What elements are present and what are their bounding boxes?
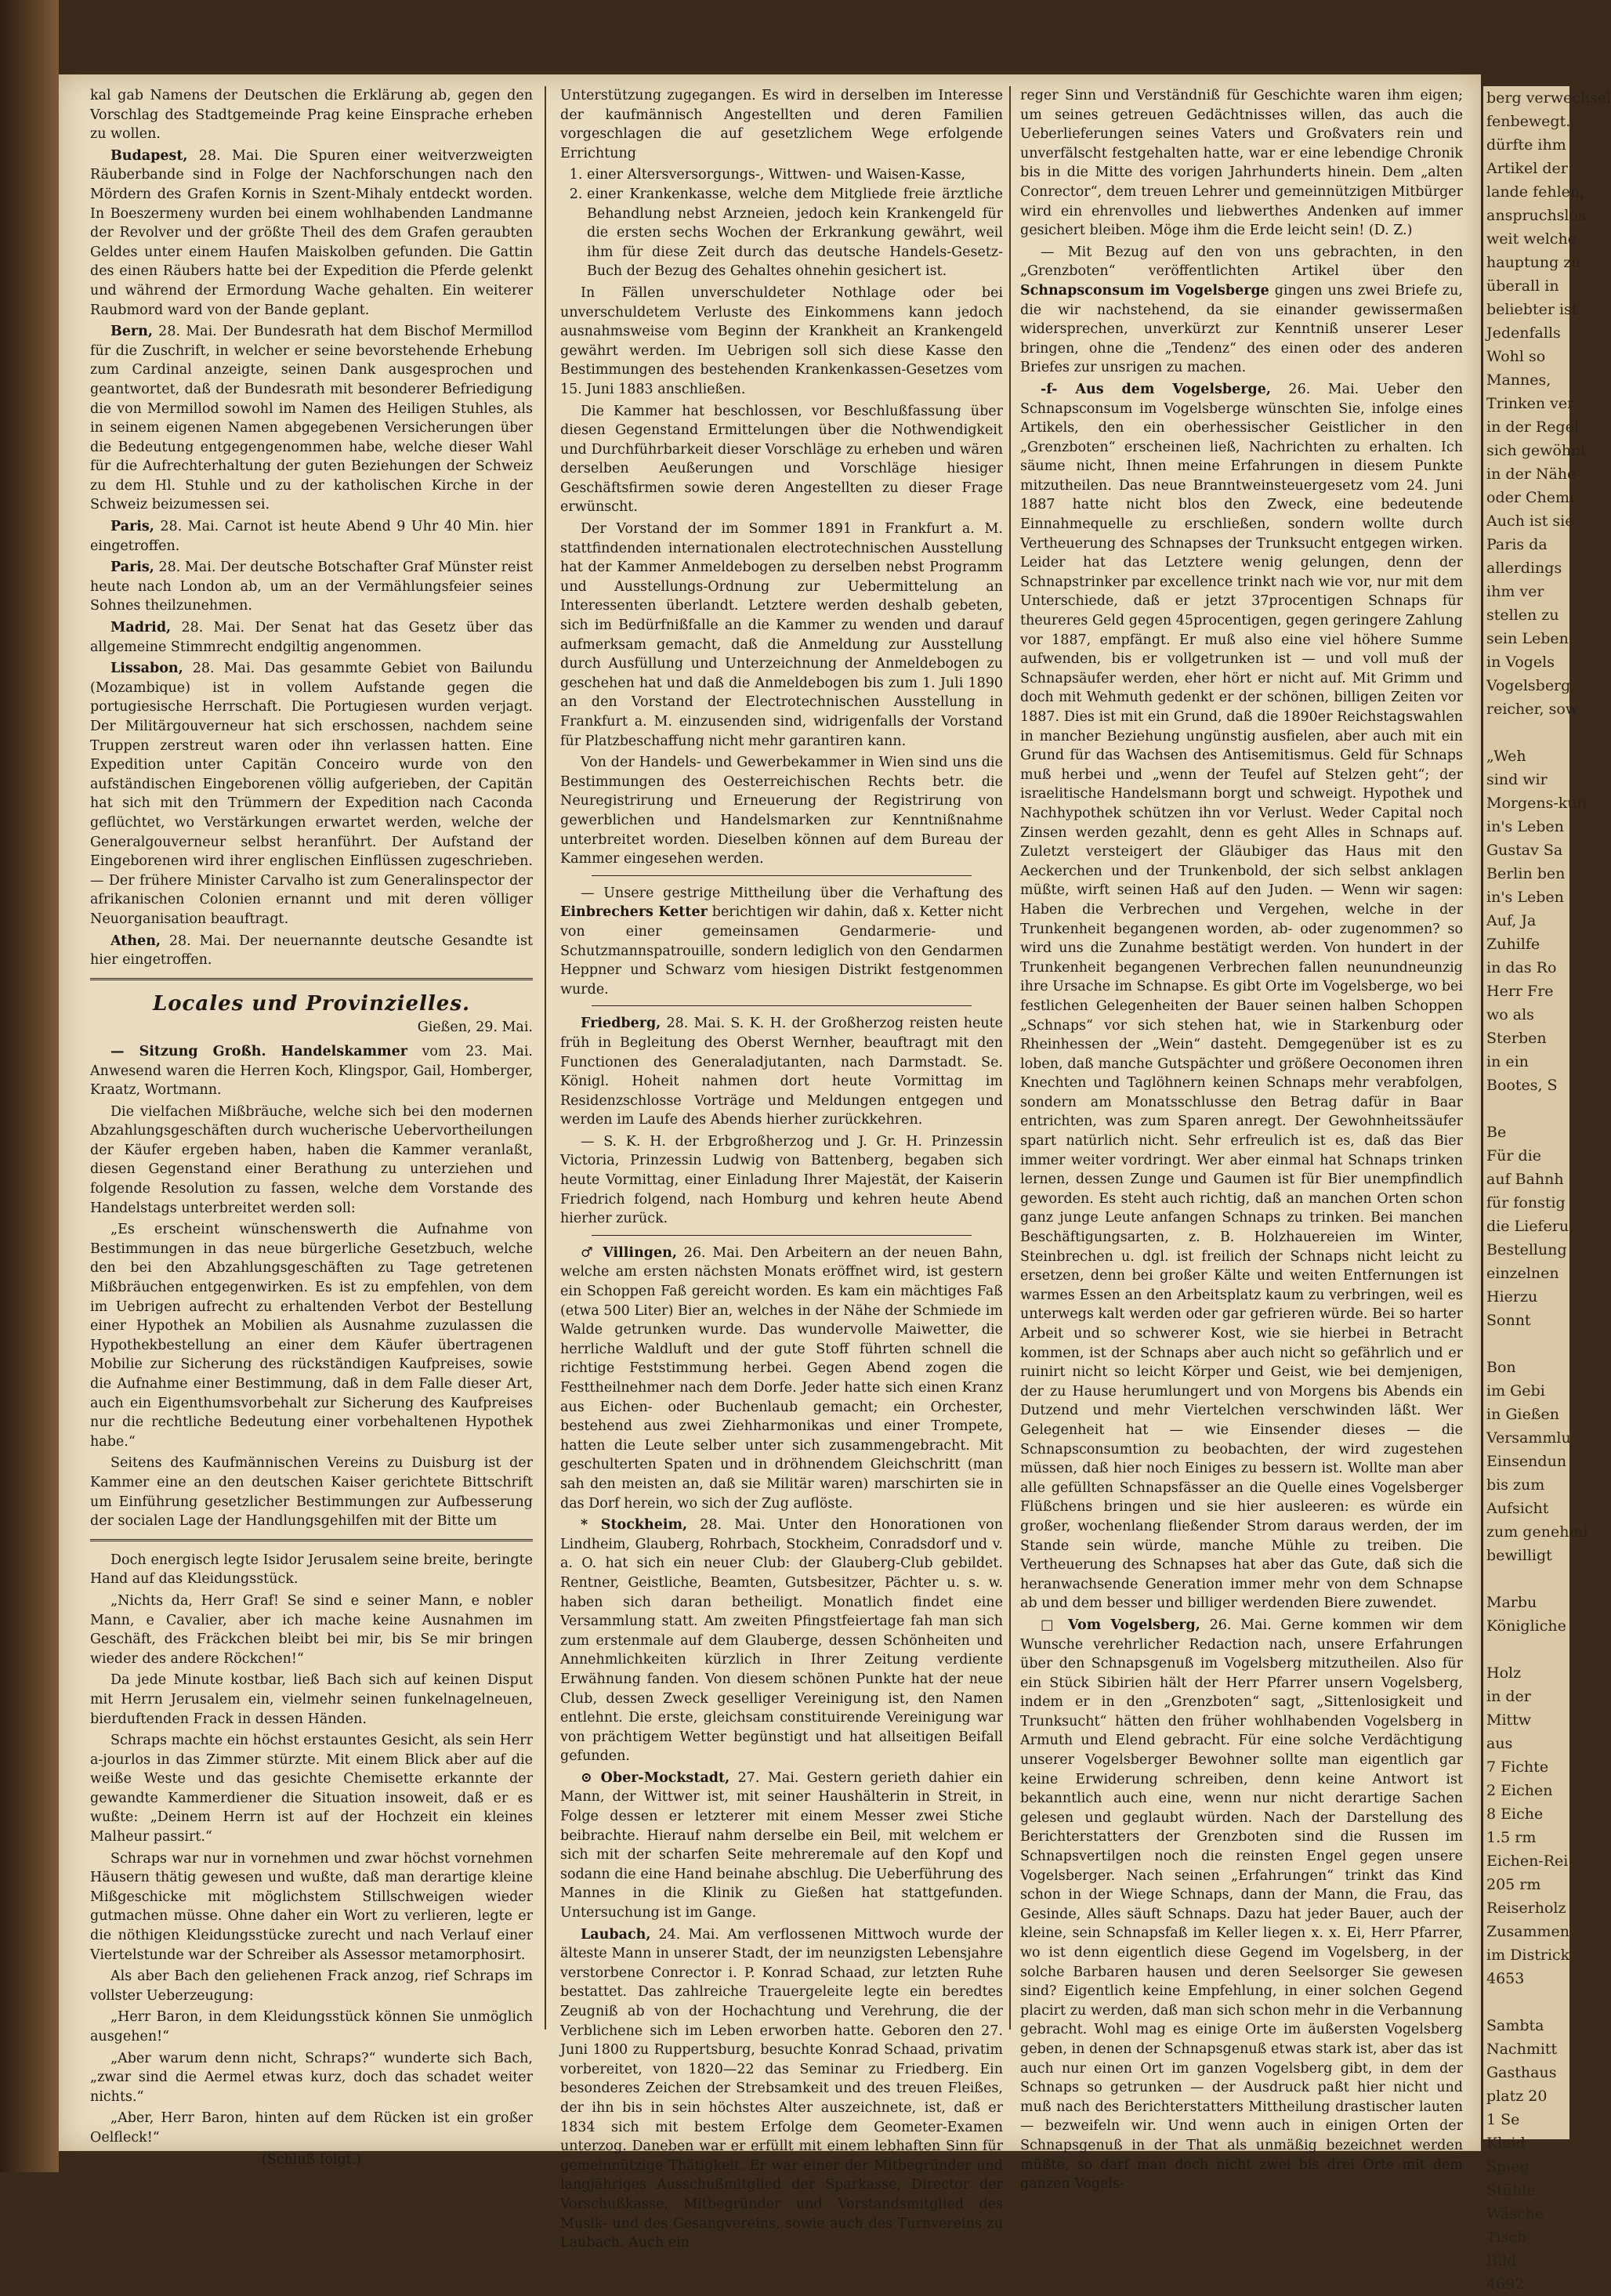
place-lead: ♂ Villingen, [581, 1244, 677, 1261]
news-item-madrid [90, 618, 533, 657]
adjacent-page-line: Spieg [1486, 2158, 1530, 2175]
adjacent-page-line: berg verwechsel [1486, 89, 1611, 107]
adjacent-page-line: Wäsche [1486, 2205, 1544, 2222]
adjacent-page-line: 7 Fichte [1486, 1758, 1549, 1776]
news-item-lissabon [90, 659, 533, 929]
adjacent-page-line: Reiserholz [1486, 1899, 1566, 1917]
adjacent-page-line: 8 Eiche [1486, 1805, 1544, 1823]
adjacent-page-line: aus [1486, 1735, 1513, 1752]
adjacent-page-line: Trinken ver [1486, 395, 1575, 412]
adjacent-page-line: in der [1486, 1688, 1531, 1705]
news-text: 28. Mai. S. K. H. der Großherzog reisten heute früh in Begleitung des Oberst Wernher, beauftragt mit den Functionen des Generaladjutanten, nach Darmstadt. Se. Königl. Hoheit nahmen dort heute Vormittag im Residenzschlosse Vorträge und Meldungen entgegen und werden im Laufe des Abends hierher zurückkehren. [560, 1016, 1003, 1128]
adjacent-page-line: sind wir [1486, 771, 1548, 788]
column-rule-1 [545, 86, 546, 2030]
adjacent-page-line: allerdings [1486, 560, 1562, 577]
news-text: vom 23. Mai. Anwesend waren die Herren Koch, Klingspor, Gail, Homberger, Kraatz, Wortmann. [90, 1043, 533, 1099]
adjacent-page-line: Stühle [1486, 2182, 1536, 2199]
adjacent-page-line: beliebter ist [1486, 301, 1578, 318]
adjacent-page-line: Einsendun [1486, 1453, 1567, 1470]
to-be-continued: (Schluß folgt.) [261, 2151, 362, 2167]
adjacent-page-line: oder Chemi [1486, 489, 1575, 506]
adjacent-page-line: Be [1486, 1124, 1507, 1141]
place-lead: Paris, [110, 560, 154, 576]
adjacent-page-line: 1 Se [1486, 2111, 1520, 2128]
book-binding [0, 0, 59, 2172]
paragraph: In Fällen unverschuldeter Nothlage oder bei unverschuldetem Verluste des Einkommens kann jedoch ausnahmsweise vom Beginn der Krankheit an Krankengeld gewährt werden. Im Uebrigen soll sich diese Kasse den Bestimmungen des bestehenden Krankenkassen-Gesetzes vom 15. Juni 1883 anschließen. [560, 284, 1003, 397]
adjacent-page-line: einzelnen [1486, 1265, 1559, 1282]
adjacent-page-line: Herr Fre [1486, 983, 1554, 1000]
adjacent-page-line: Königliche [1486, 1617, 1566, 1635]
news-text: 28. Mai. Der neuernannte deutsche Gesandte ist hier eingetroffen. [90, 933, 533, 969]
adjacent-page-line: Sambta [1486, 2017, 1544, 2034]
adjacent-page-line: Artikel der [1486, 160, 1568, 177]
adjacent-page-line: im Gebi [1486, 1382, 1545, 1400]
place-lead: Friedberg, [581, 1016, 661, 1032]
adjacent-page-line: in's Leben [1486, 818, 1564, 835]
adjacent-page-line: Mannes, [1486, 371, 1551, 389]
adjacent-page-line: Gasthaus [1486, 2064, 1557, 2081]
news-item-paris-2 [90, 558, 533, 616]
adjacent-page-line [1483, 1567, 1569, 1591]
adjacent-page-line: „Weh [1486, 748, 1526, 765]
news-text: 28. Mai. Das gesammte Gebiet von Bailundu (Mozambique) ist in vollem Aufstande gegen die portugiesische Herrschaft. Die Portugiesen wurden verjagt. Der Militärgouverneur hat sich erschossen, nachdem seine Truppen zerstreut waren oder ihn verlassen hatten. Eine Expedition unter Capitän Conceiro wurde von den aufständischen Eingeborenen völlig aufgerieben, der Capitän hat sich mit den Trümmern der Expedition nach Caconda geflüchtet, wo Verstärkungen erwartet werden, welche der Generalgouverneur selbst heranführt. Der Aufstand der Eingeborenen wird ihrer englischen Einflüssen zugeschrieben. — Der frühere Minister Carvalho ist zum Generalinspector der afrikanischen Colonien ernannt und mit deren völliger Neuorganisation beauftragt. [90, 661, 533, 927]
place-lead: ⊙ Ober-Mockstadt, [581, 1769, 730, 1786]
list-item: 1. einer Altersversorgungs-, Wittwen- und Waisen-Kasse, [587, 165, 1003, 185]
resolution-quote: „Es erscheint wünschenswerth die Aufnahme von Bestimmungen in das neue bürgerliche Gesetzbuch, welche den bei den Abzahlungsgeschäften zu Tage getretenen Mißbräuchen entgegenwirken. Es ist zu empfehlen, von dem im Uebrigen aufrecht zu erhaltenden Verbot der Bestellung einer Hypothek an Mobilien als Ausnahme zuzulassen die Hypothekbestellung an einer dem Käufer übertragenen Mobilie zur Sicherung des rückständigen Kaufpreises, sowie die Aufnahme einer Bestimmung, daß in dem Falle dieser Art, auch ein Eigenthumsvorbehalt zur Sicherung des Kaufpreises nur die rechtliche Bedeutung einer vorbehaltenen Hypothek habe.“ [90, 1222, 533, 1450]
news-item-friedberg [560, 1014, 1003, 1130]
adjacent-page-line: Auch ist sie [1486, 512, 1574, 530]
dateline: Gießen, 29. Mai. [417, 1019, 533, 1036]
feuilleton-paragraph: Schraps machte ein höchst erstauntes Gesicht, als sein Herr a-jourlos in das Zimmer stürzte. Mit einem Blick aber auf die weiße Weste und das gesichte Chemisette erkannte der gewandte Kammerdiener die Situation insoweit, daß er es wußte: „Deinem Herrn ist auf der Hochzeit ein kleines Malheur passirt.“ [90, 1733, 533, 1845]
feuilleton-divider [90, 1539, 533, 1541]
adjacent-page-line: Sterben [1486, 1030, 1547, 1047]
adjacent-page-line [1483, 1332, 1569, 1356]
adjacent-page-line: in ein [1486, 1053, 1529, 1070]
news-item-laubach [560, 1925, 1003, 2253]
adjacent-page-line [1483, 1990, 1569, 2014]
paragraph: Der Vorstand der im Sommer 1891 in Frankfurt a. M. stattfindenden internationalen electrotechnischen Ausstellung hat der Kammer Anmeldebogen zu derselben nebst Programm und Ausstellungs-Ordnung zur Uebermittelung an Interessenten überlandt. Letztere werden deshalb gebeten, sich im Bedürfnißfalle an die Kammer zu wenden und darauf aufmerksam gemacht, daß die Anmeldung zur Ausstellung durch Ausfüllung und Unterzeichnung der Anmeldebogen zu geschehen hat und daß die Anmeldebogen bis zum 1. Juli 1890 an den Vorstand der Electrotechnischen Ausstellung in Frankfurt a. M. einzusenden sind, widrigenfalls der Vorstand für Platzbeschaffung nicht mehr garantiren kann. [560, 521, 1003, 749]
place-lead: □ Vom Vogelsberg, [1041, 1617, 1200, 1633]
adjacent-page-line: auf Bahnh [1486, 1171, 1564, 1188]
news-item-budapest [90, 147, 533, 320]
adjacent-page-line: in der Regel [1486, 418, 1579, 436]
adjacent-page-line [1483, 1097, 1569, 1121]
place-lead: Laubach, [581, 1926, 651, 1943]
news-item-athen [90, 932, 533, 970]
adjacent-page-line: Bild [1486, 2252, 1517, 2269]
adjacent-page-line: reicher, sow [1486, 701, 1579, 718]
adjacent-page-line [1483, 1638, 1569, 1661]
paragraph: Von der Handels- und Gewerbekammer in Wien sind uns die Bestimmungen des Oesterreichischen Rechts betr. die Neuregistrirung und Erneuerung der Registrirung von gewerblichen und Handelsmarken zur Kenntnißnahme unterbreitet worden. Dieselben können auf dem Bureau der Kammer eingesehen werden. [560, 755, 1003, 867]
adjacent-page-line: Tisch [1486, 2229, 1527, 2246]
adjacent-page-line: bewilligt [1486, 1547, 1552, 1564]
news-text: 28. Mai. Der Bundesrath hat dem Bischof Mermillod für die Zuschrift, in welcher er seine bevorstehende Erhebung zum Cardinal anzeigte, seinen Dank ausgesprochen und geantwortet, daß der Bundesrath mit besonderer Befriedigung die von Mermillod sowohl im Namen des Heiligen Stuhles, als in seinem eigenen Namen abgegebenen Versicherungen über die Bedeutung entgegengenommen habe, welche dieser Wahl für die Aufrechterhaltung der guten Beziehungen der Schweiz zu dem Hl. Stuhle und zu der katholischen Kirche in der Schweiz beizumessen sei. [90, 324, 533, 513]
adjacent-page-line: Berlin ben [1486, 865, 1566, 882]
list-item: 2. einer Krankenkasse, welche dem Mitgliede freie ärztliche Behandlung nebst Arzneien, jedoch kein Krankengeld für die ersten sechs Wochen der Erkrankung gewährt, weil ihm für diese Zeit durch das deutsche Handels-Gesetz-Buch der Bezug des Gehaltes ohnehin gesichert ist. [587, 185, 1003, 281]
adjacent-page-line: Vogelsberg [1486, 677, 1571, 694]
adjacent-page-line: Morgens-kun [1486, 795, 1587, 812]
adjacent-page-line: in's Leben [1486, 889, 1564, 906]
headline-lead: — Sitzung Großh. Handelskammer [110, 1043, 407, 1059]
news-text: 26. Mai. Ueber den Schnapsconsum im Vogelsberge wünschten Sie, infolge eines Artikels, den ein oberhessischer Geistlicher in den „Grenzboten“ erscheinen ließ, Nachrichten zu erhalten. Ich säume nicht, Ihnen meine Erfahrungen in diesem Punkte mitzutheilen. Das neue Branntweinsteuergesetz vom 24. Juni 1887 hatte nicht blos den Zweck, eine bedeutende Einnahmequelle zu erschließen, sondern wollte durch Vertheuerung des Schnapses der Trunksucht entgegen wirken. Leider hat das Letztere wenig gelungen, denn der Schnapstrinker par excellence trinkt nach wie vor, nur mit dem Unterschiede, daß er jetzt 37procentigen Schnaps für theureres Geld gegen 45procentigen, gegen geringere Zahlung vor 1887, empfängt. Er muß also eine viel höhere Summe aufwenden, bis er vollgetrunken ist — und voll muß der Schnapsäufer werden, eher hört er nicht auf. Mit Grimm und doch mit Wehmuth gedenkt er der schönen, billigen Zeiten vor 1887. Dies ist mit ein Grund, daß die 1890er Reichstagswahlen in mancher Beziehung ungünstig ausfielen, aber auch mit ein Grund für das Wachsen des Antisemitismus. Geld für Schnaps muß herbei und „wenn der Teufel auf Stelzen geht“; der israelitische Handelsmann borgt und schweigt. Hypothek und Nachhypothek schützen ihn vor Verlust. Weder Capital noch Zinsen werden gezahlt, denn es geht Alles in Schnaps auf. Zuletzt versteigert der Gläubiger das Haus mit den Aeckerchen und der Trunkenbold, der sich selbst anklagen müßte, wirft seinen Haß auf den Juden. — Wenn wir sagen: Haben die Verbrechen und Vergehen, welche in der Trunkenheit begangenen worden, ab- oder zugenommen? so wird uns die Zunahme bestätigt werden. Von hundert in der Trunkenheit begangenen Verbrechen fallen neunundneunzig ihre Ursache im Schnapse. Es gibt Orte im Vogelsberge, wo bei festlichen Gelegenheiten der Bauer seinen halben Schoppen „Schnaps“ vor sich stehen hat, wie in Starkenburg oder Rheinhessen der „Wein“ dasteht. Demgegenüber ist es zu loben, daß manche Gutspächter und größere Oeconomen ihren Knechten und Taglöhnern keinen Schnaps mehr verabfolgen, sondern am Monatsschlusse den Betrag dafür in Baar entrichten, was zum Sparen anregt. Der Gewohnheitssäufer spart natürlich nicht. Sehr erfreulich ist es, daß das Bier immer weiter vordringt. Wer aber einmal hat Schnaps trinken lernen, dessen Zunge und Gaumen ist für Bier unempfindlich geworden. Es steht auch richtig, daß an manchen Orten schon ganz junge Leute anfangen Schnaps zu trinken. Bei manchen Beschäftigungsarten, z. B. Holzhauereien im Winter, Steinbrechen u. dgl. ist freilich der Schnaps nicht leicht zu ersetzen, denn bei großer Kälte und weiten Entfernungen ist warmes Essen an den Arbeitsplatz kaum zu verbringen, weil es unterwegs kalt werden oder gar gefrieren würde. Bei so harter Arbeit und so schwerer Kost, wie sie hierbei in Betracht kommen, ist der Schnaps aber auch nicht so gefährlich und er ruinirt nicht so leicht Körper und Geist, wie bei demjenigen, der zu Hause herumlungert und von Morgens bis Abends ein Dutzend und mehr Viertelchen verschwinden läßt. Wer Gelegenheit hat — wie Einsender dieses — die Schnapsconsumtion zu beobachten, der wird zugestehen müssen, daß hier noch Einiges zu bessern ist. Wollte man aber alle gefüllten Schnapsfässer an die Quelle eines Vogelsberger Flüßchens bringen und sie hier ausleeren: es würde ein großer, wochenlang fließender Strom daraus werden, der im Stande sein würde, manche Mühle zu treiben. Die Vertheuerung des Schnapses hat aber das Gute, daß sich die heranwachsende Generation immer mehr von dem Schnapse ab und dem besser und billiger werdenden Biere zuwendet. [1020, 381, 1463, 1612]
adjacent-page-line: Wohl so [1486, 348, 1546, 365]
feuilleton-paragraph: Doch energisch legte Isidor Jerusalem seine breite, beringte Hand auf das Kleidungsstück. [90, 1552, 533, 1588]
adjacent-page-line: Versammlu [1486, 1429, 1571, 1447]
news-text: 27. Mai. Gestern gerieth dahier ein Mann, der Wittwer ist, mit seiner Haushälterin in Streit, in Folge dessen er letzterer mit einem Messer zwei Stiche beibrachte. Hierauf nahm derselbe ein Beil, mit welchem er sich mit der scharfen Seite mehreremale auf den Kopf und sodann die eine Hand beinahe abschlug. Die Ueberführung des Mannes in die Klinik zu Gießen hat stattgefunden. Untersuchung ist im Gange. [560, 1769, 1003, 1921]
feuilleton-paragraph: „Herr Baron, in dem Kleidungsstück können Sie unmöglich ausgehen!“ [90, 2009, 533, 2044]
feuilleton-paragraph: „Nichts da, Herr Graf! Se sind e seiner Mann, e nobler Mann, e Cavalier, aber ich mache keine Ausnahmen im Geschäft, des Fräckchen bleibt bei mir, bis Se mir bringen wieder des andere Röckchen!“ [90, 1592, 533, 1667]
numbered-list [560, 165, 1003, 281]
adjacent-page-line: Sonnt [1486, 1312, 1531, 1329]
adjacent-page-line: Holz [1486, 1664, 1522, 1682]
adjacent-page-line: 2 Eichen [1486, 1782, 1553, 1799]
news-text: 28. Mai. Carnot ist heute Abend 9 Uhr 40 Min. hier eingetroffen. [90, 519, 533, 554]
adjacent-page-edge [1481, 86, 1611, 2293]
section-divider [90, 978, 533, 980]
adjacent-page-line: in Gießen [1486, 1406, 1560, 1423]
adjacent-page-line: bis zum [1486, 1476, 1545, 1494]
adjacent-page-line: Jedenfalls [1486, 324, 1561, 342]
adjacent-page-line: ihm ver [1486, 583, 1544, 600]
news-text: 26. Mai. Den Arbeitern an der neuen Bahn, welche am ersten nächsten Monats eröffnet wird, ist gestern ein Schoppen Faß gereicht worden. Es kam ein mächtiges Faß (etwa 500 Liter) Bier an, welches in der Nähe der Schmiede im Walde getrunken wurde. Das wundervolle Maiwetter, die herrliche Waldluft und der gute Stoff führten schnell die richtige Feststimmung herbei. Gegen Abend zogen die Festtheilnehmer nach dem Dorfe. Jeder hatte sich einen Kranz aus Eichen- oder Buchenlaub gemacht; ein Orchester, bestehend aus zwei Ziehharmonikas und einer Trompete, hatten die Leute selber unter sich zusammengebracht. Mit geschulterten Spaten und in dröhnendem Gleichschritt (man sah den meisten an, daß sie Militär waren) marschirten sie in das Dorf herein, wo sich der Zug auflöste. [560, 1244, 1003, 1512]
adjacent-page-line: Gustav Sa [1486, 842, 1563, 859]
news-text: — Unsere gestrige Mittheilung über die Verhaftung des [581, 885, 1003, 901]
adjacent-page-line: in das Ro [1486, 959, 1557, 976]
adjacent-page-line: 4692 [1486, 2276, 1525, 2293]
news-item-handelskammer [90, 1042, 533, 1100]
place-lead: Athen, [110, 933, 161, 949]
adjacent-page-line: Kleid [1486, 2135, 1526, 2152]
place-lead: * Stockheim, [581, 1517, 688, 1534]
adjacent-page-line: in Vogels [1486, 654, 1555, 671]
news-item-aus-dem-vogelsberge [1020, 380, 1463, 1613]
adjacent-page-line: lande fehlen, [1486, 183, 1585, 201]
adjacent-page-line: dürfte ihm [1486, 136, 1566, 154]
adjacent-page-line: im Districk [1486, 1947, 1570, 1964]
adjacent-page-line: Paris da [1486, 536, 1548, 553]
adjacent-page-line: für fonstig [1486, 1194, 1566, 1211]
news-item-stockheim [560, 1516, 1003, 1766]
paragraph: Die vielfachen Mißbräuche, welche sich bei den modernen Abzahlungsgeschäften durch wucherische Uebervortheilungen der Käufer ergeben haben, haben die Kammer veranlaßt, diesen Gegenstand einer Berathung zu unterziehen und folgende Resolution zu fassen, welche dem Vorstande des Handelstags unterbreitet werden soll: [90, 1103, 533, 1216]
adjacent-page-line: Zuhilfe [1486, 936, 1540, 953]
column-1 [90, 86, 533, 2167]
place-lead: Paris, [110, 519, 154, 535]
adjacent-page-line: Aufsicht [1486, 1500, 1549, 1517]
headline-lead: Schnapsconsum im Vogelsberge [1020, 282, 1269, 299]
adjacent-page-line: stellen zu [1486, 607, 1559, 624]
adjacent-page-line: Bootes, S [1486, 1077, 1558, 1094]
paragraph: Seitens des Kaufmännischen Vereins zu Duisburg ist der Kammer eine an den deutschen Kaiser gerichtete Bittschrift um Einführung gesetzlicher Bestimmungen zur Aufbesserung der socialen Lage der Handlungsgehilfen mit der Bitte um [90, 1455, 533, 1530]
adjacent-page-line: Zusammen [1486, 1923, 1570, 1940]
headline-lead: Einbrechers Ketter [560, 904, 708, 921]
adjacent-page-line: sein Leben [1486, 630, 1569, 647]
adjacent-page-line: fenbewegt. [1486, 113, 1571, 130]
divider [592, 1235, 972, 1236]
news-text: berichtigen wir dahin, daß x. Ketter nicht von einer gemeinsamen Gendarmerie- und Schutzmannspatrouille, sondern lediglich von den Gendarmen Heppner und Schwarz vom hiesigen Distrikt festgenommen wurde. [560, 904, 1003, 998]
news-text: gingen uns zwei Briefe zu, die wir nachstehend, da sie einander gewissermaßen widersprechen, unverkürzt zur Kenntniß unserer Leser bringen, ohne die „Tendenz“ des einen oder des anderen Briefes zur unsrigen zu machen. [1020, 282, 1463, 376]
news-item-ketter [560, 884, 1003, 1000]
adjacent-page-line: zum genehmi [1486, 1523, 1588, 1541]
adjacent-page-line: wo als [1486, 1006, 1534, 1023]
adjacent-page-line: Marbu [1486, 1594, 1537, 1611]
adjacent-page-line: Bestellung [1486, 1241, 1567, 1258]
adjacent-page-line: 4653 [1486, 1970, 1525, 1987]
place-lead: Bern, [110, 324, 153, 340]
news-text: 28. Mai. Der Senat hat das Gesetz über das allgemeine Stimmrecht endgiltig angenommen. [90, 620, 533, 655]
adjacent-page-line: Nachmitt [1486, 2041, 1558, 2058]
adjacent-page-line: Eichen-Rei [1486, 1852, 1569, 1870]
place-lead: -f- Aus dem Vogelsberge, [1041, 381, 1271, 397]
news-item-bern [90, 322, 533, 515]
place-lead: Budapest, [110, 147, 188, 164]
adjacent-page-line: Hierzu [1486, 1288, 1538, 1306]
adjacent-page-line: Für die [1486, 1147, 1542, 1164]
place-lead: Lissabon, [110, 661, 183, 677]
news-text: 28. Mai. Der deutsche Botschafter Graf Münster reist heute nach London ab, um an der Vermählungsfeier seines Sohnes theilzunehmen. [90, 560, 533, 614]
feuilleton-paragraph: „Aber, Herr Baron, hinten auf dem Rücken ist ein großer Oelfleck!“ [90, 2110, 533, 2146]
news-item-schnapsconsum [1020, 243, 1463, 378]
adjacent-page-line: hauptung zu [1486, 254, 1581, 271]
feuilleton-paragraph: Da jede Minute kostbar, ließ Bach sich auf keinen Disput mit Herrn Jerusalem ein, vielmehr seinen funkelnagelneuen, bierduftenden Frack in dessen Händen. [90, 1672, 533, 1727]
divider [592, 875, 972, 876]
news-text: — Mit Bezug auf den von uns gebrachten, in den „Grenzboten“ veröffentlichten Artikel über den [1020, 244, 1463, 280]
adjacent-page-line: in der Nähe [1486, 465, 1577, 483]
feuilleton-paragraph: Als aber Bach den geliehenen Frack anzog, rief Schraps im vollster Ueberzeugung: [90, 1968, 533, 2004]
news-item-villingen [560, 1244, 1003, 1513]
adjacent-page-line: platz 20 [1486, 2088, 1548, 2105]
news-text: 28. Mai. Unter den Honorationen von Lindheim, Glauberg, Rohrbach, Stockheim, Conradsdorf und v. a. O. hat sich ein neuer Club: der Glauberg-Club gebildet. Rentner, Geistliche, Beamten, Gutsbesitzer, Pächter u. s. w. haben sich daran betheiligt. Monatlich findet eine Versammlung statt. Am zweiten Pfingstfeiertage fah man sich zum erstenmale auf dem Glauberge, dessen Schönheiten und Annehmlichkeiten kürzlich in Ihrer Zeitung verdiente Erwähnung fanden. Von diesem schönen Punkte hat der neue Club, dessen Zweck geselliger Vereinigung ist, den Namen entlehnt. Die erste, gleichsam constituirende Vereinigung war von prächtigem Wetter begünstigt und hat allseitigen Beifall gefunden. [560, 1517, 1003, 1765]
news-item-paris-1 [90, 517, 533, 556]
adjacent-page-line: 205 rm [1486, 1876, 1541, 1893]
news-item-ober-mockstadt [560, 1769, 1003, 1923]
column-3 [1020, 86, 1463, 2193]
divider [592, 1005, 972, 1006]
column-2 [560, 86, 1003, 2251]
adjacent-page-line: überall in [1486, 277, 1559, 295]
adjacent-page-line: Bon [1486, 1359, 1516, 1376]
news-text: 26. Mai. Gerne kommen wir dem Wunsche verehrlicher Redaction nach, unsere Erfahrungen über den Schnapsgenuß im Vogelsberg mitzutheilen. Also für ein Stück Sibirien hält der Herr Pfarrer unsern Vogelsberg, indem er in den „Grenzboten“ sagt, „Sittenlosigkeit und Trunksucht“ hätten den früher wohlhabenden Vogelsberg in Armuth und Elend gebracht. Für eine solche Verdächtigung unserer Vogelsberger Bewohner sollte man eigentlich gar keine Erwiderung schreiben, denn keine Antwort ist bekanntlich auch eine, wenn nur nicht derartige Sachen gelesen und geglaubt würden. Nach der Darstellung des Berichterstatters der Grenzboten sind die Russen im Schnapsvertilgen noch die reinsten Engel gegen unsere Vogelsberger. Nach seinen „Erfahrungen“ trinkt das Kind schon in der Wiege Schnaps, dann der Mann, die Frau, das Gesinde, Alles säuft Schnaps. Dazu hat jeder Bauer, auch der kleine, sein Schnapsfaß im Keller liegen x. x. Ei, Herr Pfarrer, wo ist denn eigentlich diese Gegend im Vogelsberg, in der solche Barbaren hausen und deren Seelsorger Sie gewesen sind? Eigentlich keine Empfehlung, in einer solchen Gegend placirt zu werden, daß man sich schon mehr in die Verbannung gebracht. Wohl mag es einige Orte im äußersten Vogelsberg geben, in denen der Schnapsgenuß etwas stark ist, aber das ist auch nur einen Ort im ganzen Vogelsberg gibt, in dem der Schnaps so getrunken — der Ausdruck paßt hier nicht und muß nach des Berichterstatters Mittheilung drastischer lauten — bezweifeln wir. Und wenn auch in einigen Orten der Schnapsgenuß in der That als unmäßig bezeichnet werden müßte, so darf man doch nicht zwei bis drei Orte mit dem ganzen Vogels- [1020, 1617, 1463, 2193]
section-title: Locales und Provinzielles. [152, 991, 471, 1016]
news-text: 28. Mai. Die Spuren einer weitverzweigten Räuberbande sind in Folge der Nachforschungen nach den Mördern des Grafen Kornis in Szent-Mihaly entdeckt worden. In Boeszermeny wurden bei einem wohlhabenden Landmanne der Revolver und der größte Theil des dem Grafen geraubten Geldes unter einem Haufen Maiskolben gefunden. Die Gattin des einen Räubers hatte bei der Expedition die Pferde gelenkt und während der Ermordung Wache gehalten. Ein weiterer Raubmord ward von der Bande geplant. [90, 147, 533, 318]
column-rule-2 [1009, 86, 1011, 2030]
adjacent-page-line: sich gewöhnt [1486, 442, 1587, 459]
feuilleton-paragraph: Schraps war nur in vornehmen und zwar höchst vornehmen Häusern thätig gewesen und wußte, daß man derartige kleine Mißgeschicke mit möglichstem Stillschweigen wieder gutmachen müsse. Ohne daher ein Wort zu verlieren, legte er die nöthigen Kleidungsstücke zurecht und nach Verlauf einer Viertelstunde war der Schreiber als Assessor metamorphosirt. [90, 1850, 533, 1963]
paragraph: Unterstützung zugegangen. Es wird in derselben im Interesse der kaufmännisch Angestellten und deren Familien vorgeschlagen die auf gesetzlichem Wege erfolgende Errichtung [560, 88, 1003, 161]
adjacent-page-line: anspruchslos [1486, 207, 1586, 224]
paragraph: — S. K. H. der Erbgroßherzog und J. Gr. H. Prinzessin Victoria, Prinzessin Ludwig von Battenberg, begaben sich heute Vormittag, einer Einladung Ihrer Majestät, der Kaiserin Friedrich folgend, nach Homburg und kehren heute Abend hierher zurück. [560, 1133, 1003, 1227]
news-text: 24. Mai. Am verflossenen Mittwoch wurde der älteste Mann in unserer Stadt, der im neunzigsten Lebensjahre verstorbene Conrector i. P. Konrad Schaad, zur letzten Ruhe bestattet. Das zahlreiche Trauergeleite legte ein beredtes Zeugniß ab von der Hochachtung und Verehrung, die der Verblichene sich im Leben erworben hatte. Geboren den 27. Juni 1800 zu Ruppertsburg, besuchte Konrad Schaad, privatim vorbereitet, von 1820—22 das Seminar zu Friedberg. Ein besonderes Zeichen der Strebsamkeit und des treuen Fleißes, der ihn bis in sein höchstes Alter auszeichnete, ist, daß er 1834 sich mit bestem Erfolge dem Geometer-Examen unterzog. Daneben war er erfüllt mit einem lebhaften Sinn für gemeinnützige Thätigkeit. Er war einer der Mitbegründer und langjähriges Ausschußmitglied der Sparkasse, Director der Vorschußkasse, Mitbegründer und Vorstandsmitglied des Musik- und des Gesangvereins, sowie auch des Turnvereins zu Laubach. Auch ein [560, 1926, 1003, 2251]
adjacent-page-line: 1.5 rm [1486, 1829, 1537, 1846]
adjacent-page-line: Auf, Ja [1486, 912, 1537, 929]
paragraph: Die Kammer hat beschlossen, vor Beschlußfassung über diesen Gegenstand Ermittelungen über die Nothwendigkeit und Durchführbarkeit dieser Vorschläge zu erheben und wären derselben Aeußerungen und Vorschläge hiesiger Geschäftsfirmen sowie deren Angestellten zu dieser Frage erwünscht. [560, 403, 1003, 516]
adjacent-page-line [1483, 721, 1569, 744]
adjacent-page-line: weit welche [1486, 230, 1577, 248]
paragraph: kal gab Namens der Deutschen die Erklärung ab, gegen den Vorschlag des Stadtgemeinde Prag keine Einsprache erheben zu wollen. [90, 88, 533, 143]
news-item-vom-vogelsberg [1020, 1616, 1463, 2194]
paragraph: reger Sinn und Verständniß für Geschichte waren ihm eigen; um seines getreuen Gedächtnisses willen, das auch die Ueberlieferungen seines Vaters und Großvaters rein und unverfälscht festgehalten hatte, war er eine lebendige Chronik bis in die Mitte des vorigen Jahrhunderts hinein. Dem „alten Conrector“, dem treuen Lehrer und gemeinnützigen Mitbürger wird ein ehrenvolles und liebwerthes Andenken auf immer gesichert bleiben. Möge ihm die Erde leicht sein! (D. Z.) [1020, 88, 1463, 239]
place-lead: Madrid, [110, 620, 172, 636]
adjacent-page-line: Mittw [1486, 1711, 1532, 1729]
feuilleton-paragraph: „Aber warum denn nicht, Schraps?“ wunderte sich Bach, „zwar sind die Aermel etwas kurz, doch das schadet weiter nichts.“ [90, 2050, 533, 2105]
adjacent-page-line: die Lieferu [1486, 1218, 1569, 1235]
